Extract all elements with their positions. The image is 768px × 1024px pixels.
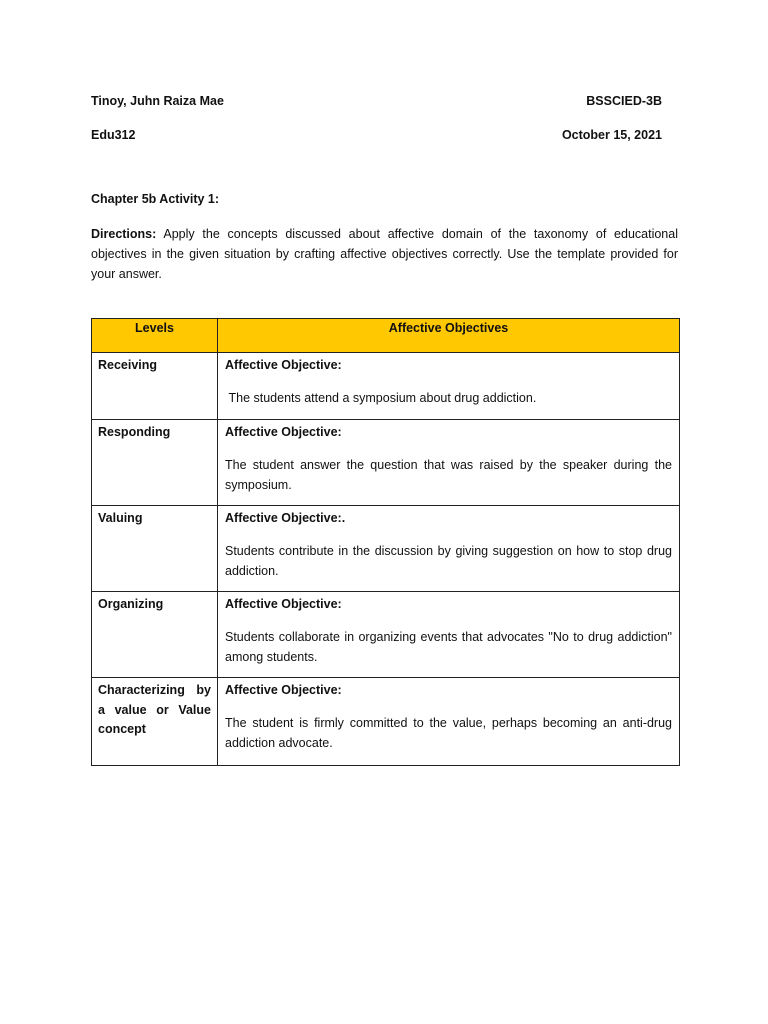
student-section: BSSCIED-3B — [586, 94, 662, 108]
objective-cell — [218, 678, 680, 766]
level-cell: Receiving — [92, 353, 218, 420]
level-cell: Responding — [92, 420, 218, 506]
objective-text: Students collaborate in organizing events that advocates "No to drug addiction" among students. — [225, 630, 672, 664]
objective-label: Affective Objective: — [225, 425, 342, 439]
directions-paragraph — [91, 224, 678, 284]
header-affective-objectives: Affective Objectives — [218, 319, 680, 353]
submission-date: October 15, 2021 — [561, 128, 662, 142]
affective-objectives-table — [91, 318, 680, 766]
objective-text: The student answer the question that was raised by the speaker during the symposium. — [225, 458, 672, 492]
header-line-1 — [91, 94, 662, 108]
level-cell: Characterizing by a value or Value concept — [92, 678, 218, 766]
objective-text: Students contribute in the discussion by giving suggestion on how to stop drug addiction. — [225, 544, 672, 578]
objective-cell — [218, 506, 680, 592]
header-line-2 — [91, 128, 662, 142]
objective-cell — [218, 353, 680, 420]
directions-text: Apply the concepts discussed about affective domain of the taxonomy of educational objectives in the given situation by crafting affective objectives correctly. Use the template provided for your answer. — [91, 227, 678, 281]
header-levels: Levels — [92, 319, 218, 353]
table-row — [92, 592, 680, 678]
student-name: Tinoy, Juhn Raiza Mae — [91, 94, 224, 108]
objective-text: The student is firmly committed to the value, perhaps becoming an anti-drug addiction advocate. — [225, 716, 672, 750]
table-header-row — [92, 319, 680, 353]
objective-label: Affective Objective: — [225, 683, 342, 697]
activity-title: Chapter 5b Activity 1: — [91, 192, 220, 206]
objective-cell — [218, 420, 680, 506]
objective-cell — [218, 592, 680, 678]
directions-label: Directions: — [91, 227, 157, 241]
level-cell: Valuing — [92, 506, 218, 592]
table-row — [92, 420, 680, 506]
table-row — [92, 353, 680, 420]
course-code: Edu312 — [91, 128, 136, 142]
table-row — [92, 678, 680, 766]
objective-label: Affective Objective: — [225, 597, 342, 611]
objective-label: Affective Objective: — [225, 358, 342, 372]
objective-label: Affective Objective:. — [225, 511, 346, 525]
objective-text: The students attend a symposium about drug addiction. — [225, 391, 537, 405]
level-cell: Organizing — [92, 592, 218, 678]
table-row — [92, 506, 680, 592]
